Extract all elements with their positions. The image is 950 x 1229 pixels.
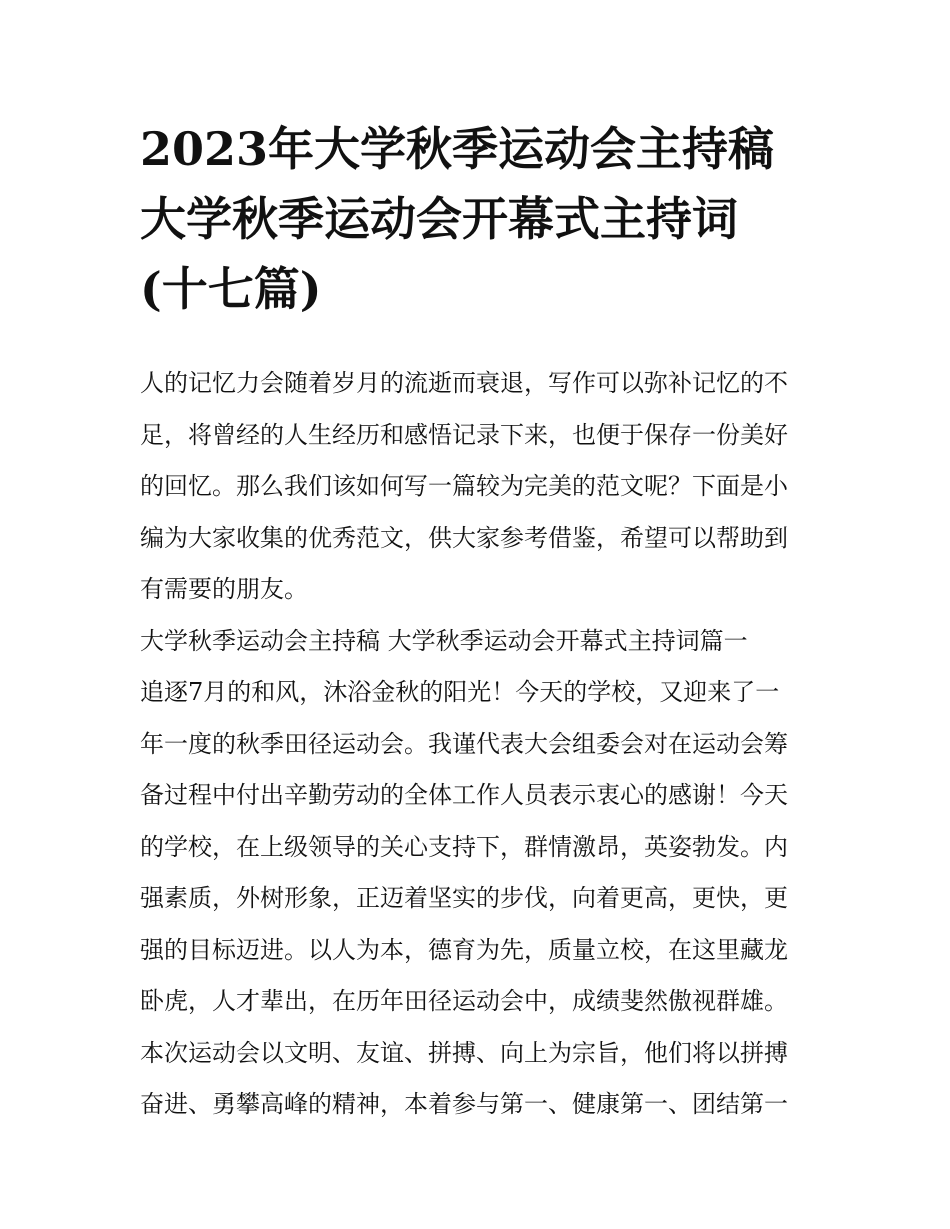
body-line: 奋进、勇攀高峰的精神，本着参与第一、健康第一、团结第一 bbox=[140, 1090, 788, 1118]
body-line: 编为大家收集的优秀范文，供大家参考借鉴，希望可以帮助到 bbox=[140, 523, 788, 552]
body-line: 备过程中付出辛勤劳动的全体工作人员表示衷心的感谢！今天 bbox=[140, 781, 788, 809]
document-body bbox=[140, 358, 816, 1131]
body-line: 追逐7月的和风，沐浴金秋的阳光！今天的学校，又迎来了一 bbox=[140, 678, 780, 706]
body-line: 卧虎，人才辈出，在历年田径运动会中，成绩斐然傲视群雄。 bbox=[140, 987, 788, 1015]
body-line: 强素质，外树形象，正迈着坚实的步伐，向着更高，更快，更 bbox=[140, 884, 788, 912]
title-line-2: 大学秋季运动会开幕式主持词 bbox=[140, 192, 738, 246]
body-line: 足，将曾经的人生经历和感悟记录下来，也便于保存一份美好 bbox=[140, 420, 788, 449]
body-line: 人的记忆力会随着岁月的流逝而衰退，写作可以弥补记忆的不 bbox=[140, 369, 788, 397]
section-heading: 大学秋季运动会主持稿 大学秋季运动会开幕式主持词篇一 bbox=[140, 626, 748, 655]
body-line: 有需要的朋友。 bbox=[140, 575, 308, 603]
body-line: 年一度的秋季田径运动会。我谨代表大会组委会对在运动会筹 bbox=[140, 729, 788, 758]
body-line: 强的目标迈进。以人为本，德育为先，质量立校，在这里藏龙 bbox=[140, 935, 788, 964]
body-line: 的回忆。那么我们该如何写一篇较为完美的范文呢？下面是小 bbox=[140, 472, 788, 500]
body-line: 本次运动会以文明、友谊、拼搏、向上为宗旨，他们将以拼搏 bbox=[140, 1038, 788, 1067]
document-title bbox=[140, 114, 820, 324]
title-line-1: 2023年大学秋季运动会主持稿 bbox=[140, 122, 775, 176]
body-line: 的学校，在上级领导的关心支持下，群情激昂，英姿勃发。内 bbox=[140, 832, 788, 861]
title-line-3: (十七篇) bbox=[140, 262, 322, 316]
